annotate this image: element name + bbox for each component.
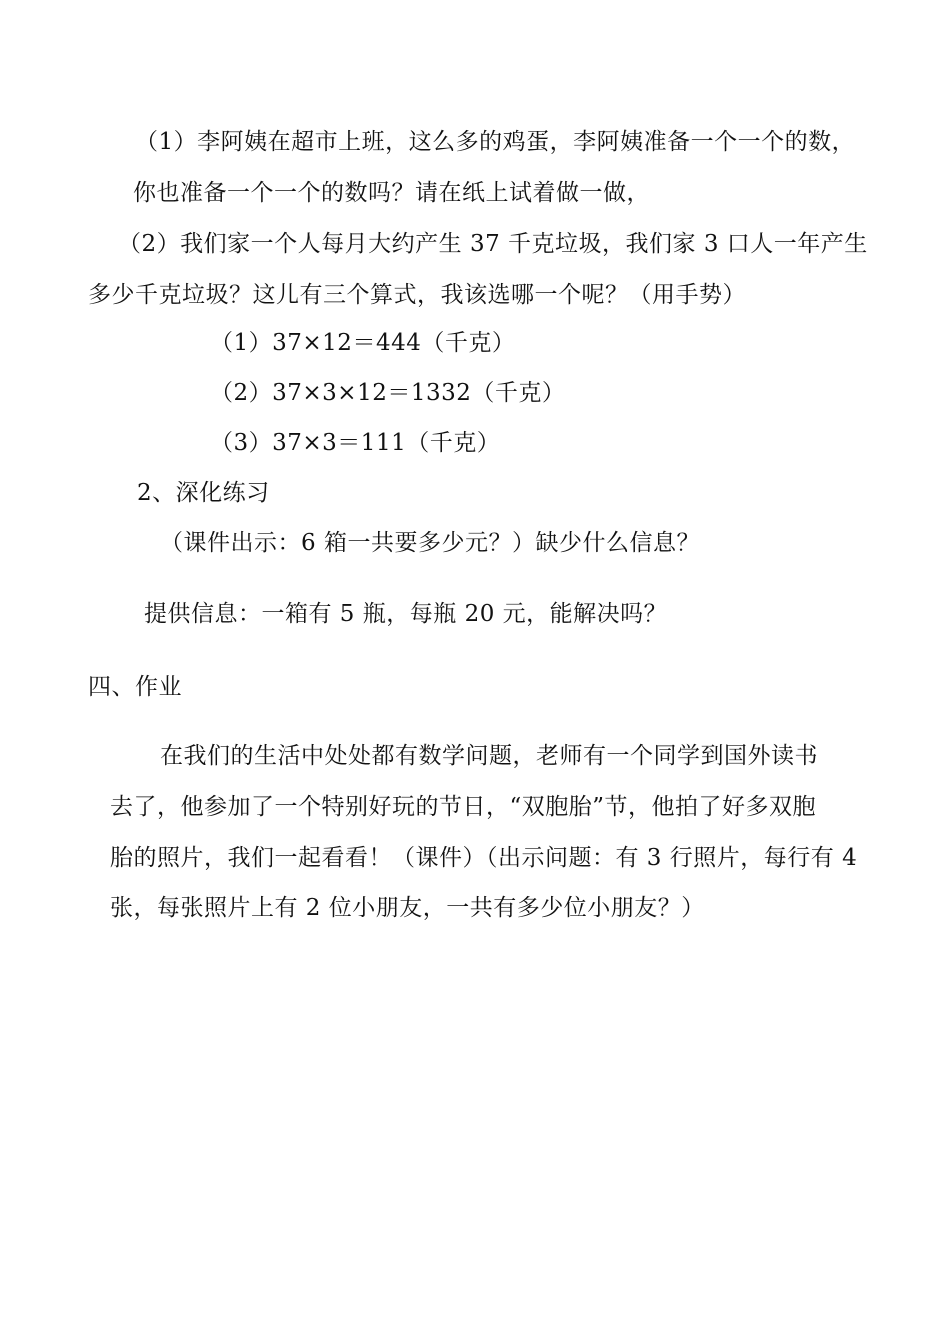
homework-text-line-2: 去了，他参加了一个特别好玩的节日，“双胞胎”节，他拍了好多双胞: [110, 794, 817, 820]
homework-text-line-1: 在我们的生活中处处都有数学问题，老师有一个同学到国外读书: [160, 743, 818, 769]
section-heading-practice: 2、深化练习: [137, 480, 270, 506]
homework-text-line-3: 胎的照片，我们一起看看！（课件）（出示问题：有 3 行照片，每行有 4: [110, 845, 858, 871]
problem-2-text-line-1: （2）我们家一个人每月大约产生 37 千克垃圾，我们家 3 口人一年产生: [118, 231, 868, 257]
section-heading-homework: 四、作业: [88, 674, 182, 700]
practice-question: （课件出示：6 箱一共要多少元？）缺少什么信息？: [160, 530, 700, 556]
problem-1-text-line-2: 你也准备一个一个的数吗？请在纸上试着做一做，: [133, 180, 650, 206]
formula-option-2: （2）37×3×12＝1332（千克）: [210, 380, 566, 406]
problem-2-text-line-2: 多少千克垃圾？这儿有三个算式，我该选哪一个呢？（用手势）: [88, 282, 746, 308]
problem-1-text-line-1: （1）李阿姨在超市上班，这么多的鸡蛋，李阿姨准备一个一个的数，: [135, 129, 856, 155]
homework-text-line-4: 张，每张照片上有 2 位小朋友，一共有多少位小朋友？）: [110, 895, 705, 921]
formula-option-3: （3）37×3＝111（千克）: [210, 430, 501, 456]
practice-info: 提供信息：一箱有 5 瓶，每瓶 20 元，能解决吗？: [144, 601, 668, 627]
formula-option-1: （1）37×12＝444（千克）: [210, 330, 516, 356]
